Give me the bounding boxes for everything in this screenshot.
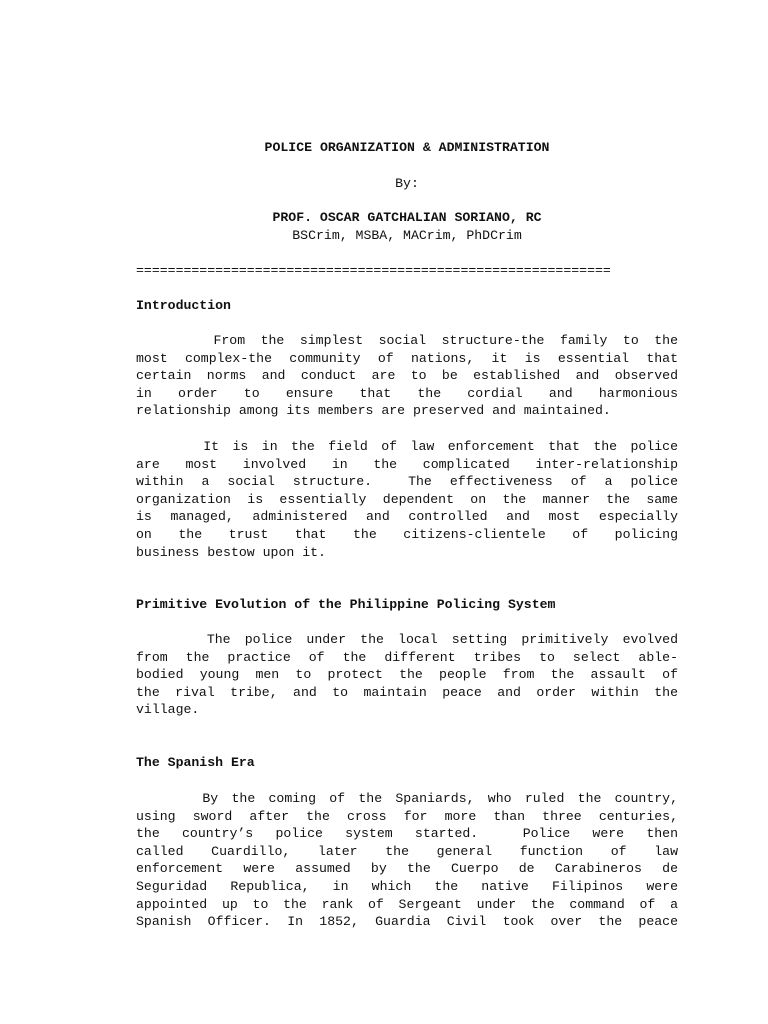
paragraph (136, 790, 678, 931)
paragraph-line: called Cuardillo, later the general function of law (136, 843, 678, 859)
paragraph-line: appointed up to the rank of Sergeant under the command of a (136, 896, 678, 912)
divider-rule: ============================================================ (136, 263, 611, 278)
paragraph-line: on the trust that the citizens-clientele of policing (136, 526, 678, 542)
paragraph-line: It is in the field of law enforcement that the police (136, 439, 678, 454)
paragraph-line: using sword after the cross for more than three centuries, (136, 808, 678, 824)
paragraph-line: are most involved in the complicated inter-relationship (136, 456, 678, 472)
paragraph (136, 438, 678, 561)
paragraph-line: in order to ensure that the cordial and harmonious (136, 385, 678, 401)
section-heading-introduction: Introduction (136, 298, 231, 313)
paragraph-line: Spanish Officer. In 1852, Guardia Civil took over the peace (136, 914, 678, 930)
paragraph-line: certain norms and conduct are to be established and observed (136, 368, 678, 384)
paragraph-line: the rival tribe, and to maintain peace and order within the (136, 684, 678, 700)
paragraph (136, 332, 678, 420)
paragraph-line: By the coming of the Spaniards, who ruled the country, (136, 791, 678, 806)
paragraph-line: relationship among its members are preserved and maintained. (136, 403, 611, 419)
section-heading-primitive-evolution: Primitive Evolution of the Philippine Policing System (136, 597, 556, 612)
section-heading-spanish-era: The Spanish Era (136, 755, 255, 770)
paragraph-line: the country’s police system started. Police were then (136, 826, 678, 842)
paragraph-line: within a social structure. The effectiveness of a police (136, 474, 678, 490)
paragraph-line: from the practice of the different tribes to select able- (136, 649, 678, 665)
paragraph-line: most complex-the community of nations, it is essential that (136, 350, 678, 366)
paragraph-line: bodied young men to protect the people from the assault of (136, 667, 678, 683)
paragraph-line: village. (136, 702, 200, 718)
author-name: PROF. OSCAR GATCHALIAN SORIANO, RC (272, 210, 542, 225)
author-degrees: BSCrim, MSBA, MACrim, PhDCrim (292, 228, 522, 243)
paragraph-line: enforcement were assumed by the Cuerpo de Carabineros de (136, 861, 678, 877)
paragraph-line: From the simplest social structure-the family to the (136, 333, 678, 348)
document-title: POLICE ORGANIZATION & ADMINISTRATION (264, 140, 550, 155)
paragraph-line: organization is essentially dependent on the manner the same (136, 491, 678, 507)
paragraph-line: business bestow upon it. (136, 544, 326, 560)
paragraph (136, 631, 678, 719)
paragraph-line: is managed, administered and controlled and most especially (136, 509, 678, 525)
paragraph-line: Seguridad Republica, in which the native Filipinos were (136, 878, 678, 894)
paragraph-line: The police under the local setting primitively evolved (136, 632, 678, 647)
by-line: By: (395, 176, 419, 191)
